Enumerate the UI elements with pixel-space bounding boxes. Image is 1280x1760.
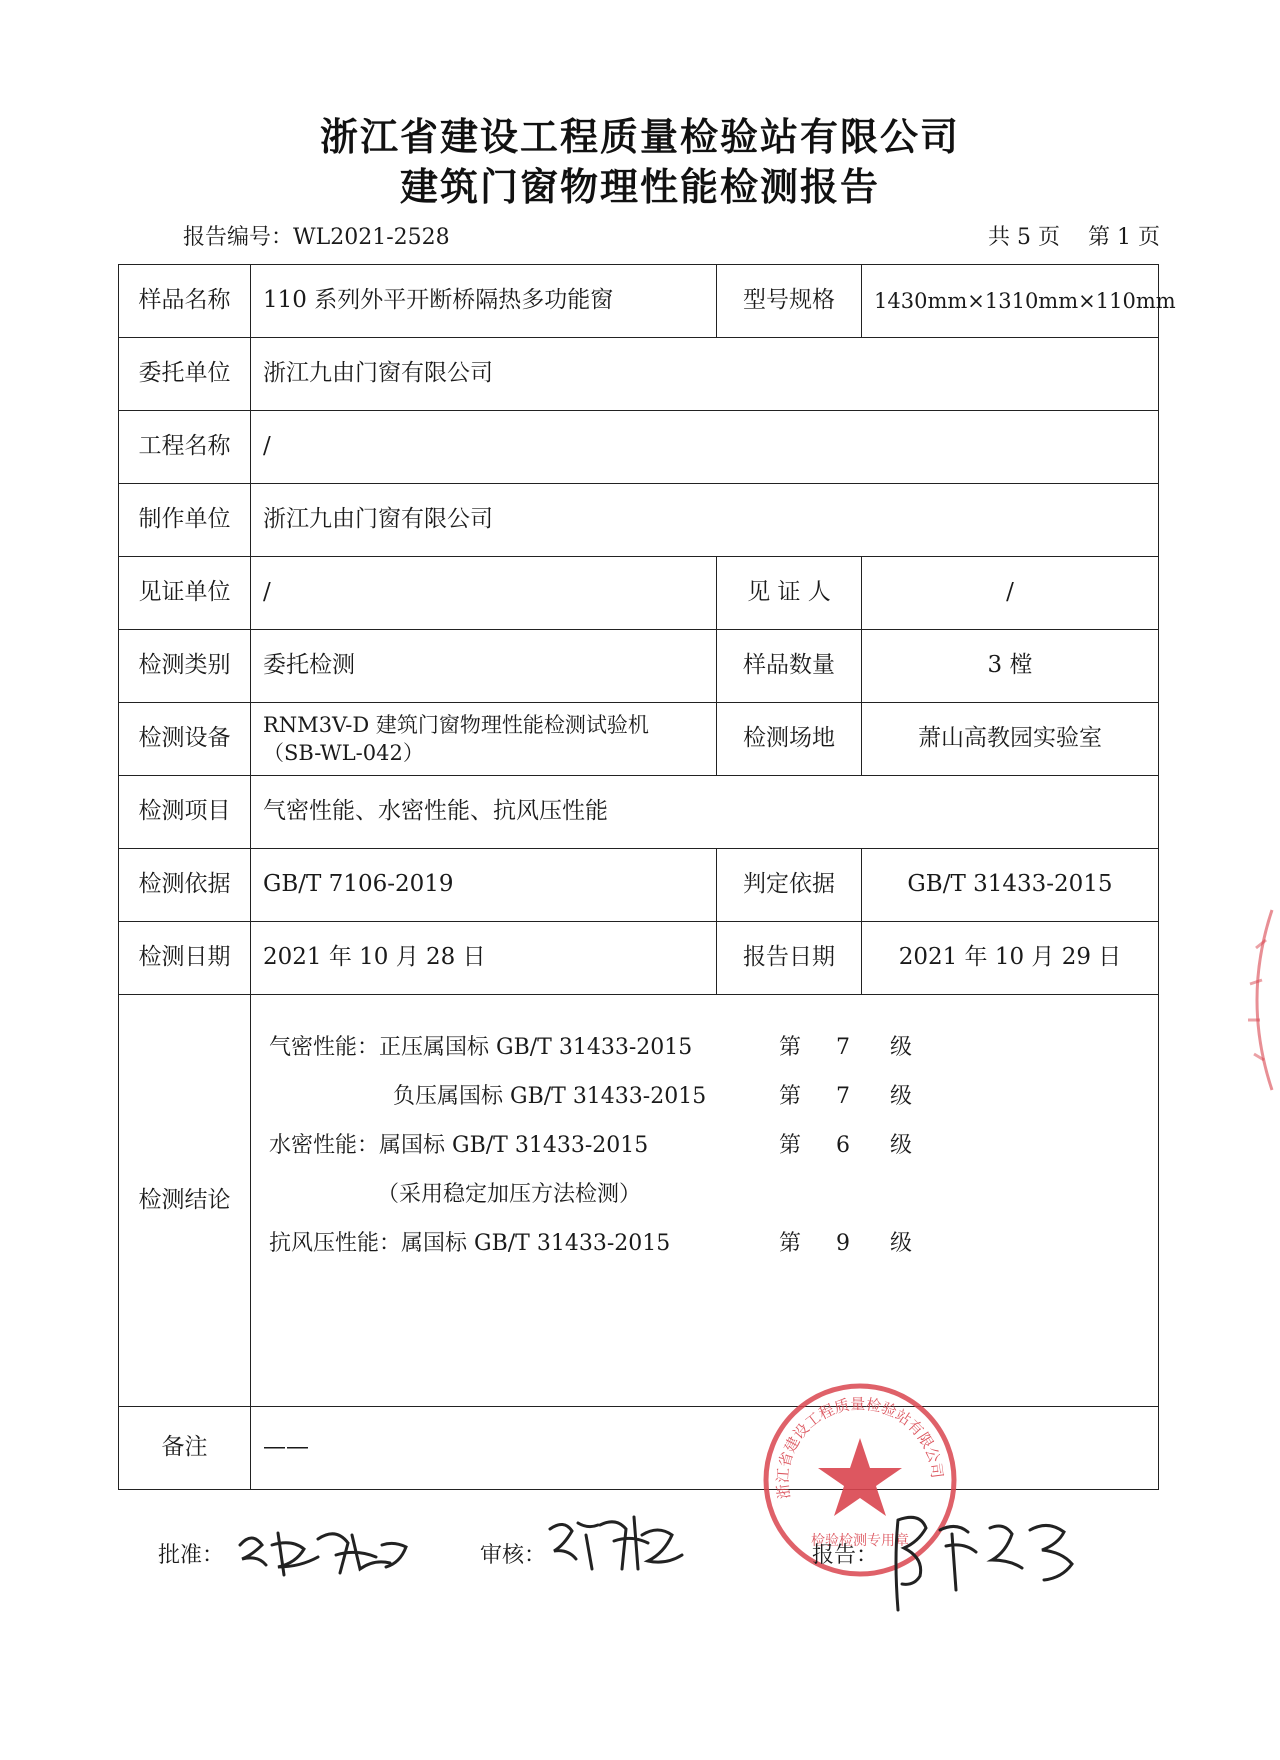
edge-seal-fragment <box>1236 900 1276 1100</box>
value-model-spec: 1430mm×1310mm×110mm <box>862 265 1159 338</box>
label-test-basis: 检测依据 <box>119 849 251 922</box>
label-manufacturer: 制作单位 <box>119 484 251 557</box>
label-sample-name: 样品名称 <box>119 265 251 338</box>
label-witness-unit: 见证单位 <box>119 557 251 630</box>
equipment-line-2: （SB-WL-042） <box>263 741 424 765</box>
label-conclusion: 检测结论 <box>119 995 251 1407</box>
label-equipment: 检测设备 <box>119 703 251 776</box>
watertight-label: 水密性能： <box>269 1133 380 1158</box>
row-equipment <box>119 703 1159 776</box>
value-judge-basis: GB/T 31433-2015 <box>862 849 1159 922</box>
row-project <box>119 411 1159 484</box>
report-number-label: 报告编号： <box>183 225 294 250</box>
value-report-date: 2021 年 10 月 29 日 <box>862 922 1159 995</box>
grade-prefix: 第 <box>779 1035 802 1060</box>
seal-text: 浙江省建设工程质量检验站有限公司 <box>773 1394 947 1501</box>
row-test-items <box>119 776 1159 849</box>
grade-suffix: 级 <box>890 1133 913 1158</box>
grade-suffix: 级 <box>890 1231 913 1256</box>
airtight-negative-grade: 7 <box>836 1084 850 1109</box>
wind-grade: 9 <box>836 1231 850 1256</box>
airtight-positive-grade: 7 <box>836 1035 850 1060</box>
page-count <box>978 220 1160 251</box>
reviewer-signature <box>542 1505 692 1580</box>
conclusion-body <box>251 995 1158 1403</box>
wind-line <box>269 1229 670 1259</box>
airtight-positive-line <box>269 1033 692 1063</box>
value-test-date: 2021 年 10 月 28 日 <box>251 922 717 995</box>
value-remarks: —— <box>251 1407 1159 1490</box>
label-test-site: 检测场地 <box>717 703 862 776</box>
value-client: 浙江九由门窗有限公司 <box>251 338 1159 411</box>
label-model-spec: 型号规格 <box>717 265 862 338</box>
current-page: 第 1 页 <box>1088 225 1160 250</box>
row-sample-name <box>119 265 1159 338</box>
value-test-basis: GB/T 7106-2019 <box>251 849 717 922</box>
grade-prefix: 第 <box>779 1084 802 1109</box>
wind-label: 抗风压性能： <box>269 1231 402 1256</box>
grade-suffix: 级 <box>890 1084 913 1109</box>
grade-prefix: 第 <box>779 1231 802 1256</box>
watertight-grade: 6 <box>836 1133 850 1158</box>
value-witness-unit: / <box>251 557 717 630</box>
value-test-type: 委托检测 <box>251 630 717 703</box>
report-title: 建筑门窗物理性能检测报告 <box>399 165 880 209</box>
value-test-site: 萧山高教园实验室 <box>862 703 1159 776</box>
airtight-label: 气密性能： <box>269 1035 380 1060</box>
review-label: 审核： <box>480 1543 547 1568</box>
label-remarks: 备注 <box>119 1407 251 1490</box>
report-number <box>183 220 450 251</box>
label-report-date: 报告日期 <box>717 922 862 995</box>
approver-signature <box>232 1515 422 1585</box>
value-conclusion <box>251 995 1159 1407</box>
approve-label: 批准： <box>158 1543 225 1568</box>
company-name: 浙江省建设工程质量检验站有限公司 <box>319 115 960 159</box>
value-manufacturer: 浙江九由门窗有限公司 <box>251 484 1159 557</box>
equipment-line-1: RNM3V-D 建筑门窗物理性能检测试验机 <box>263 712 649 737</box>
label-client: 委托单位 <box>119 338 251 411</box>
label-witness: 见 证 人 <box>717 557 862 630</box>
row-dates <box>119 922 1159 995</box>
seal-bottom-text: 检验检测专用章 <box>811 1533 909 1549</box>
grade-suffix: 级 <box>890 1035 913 1060</box>
grade-prefix: 第 <box>779 1133 802 1158</box>
report-table <box>118 264 1176 1490</box>
label-judge-basis: 判定依据 <box>717 849 862 922</box>
label-test-date: 检测日期 <box>119 922 251 995</box>
total-pages: 共 5 页 <box>988 225 1061 250</box>
label-project: 工程名称 <box>119 411 251 484</box>
row-manufacturer <box>119 484 1159 557</box>
label-sample-qty: 样品数量 <box>717 630 862 703</box>
wind-value: 属国标 GB/T 31433-2015 <box>401 1231 671 1256</box>
row-test-type <box>119 630 1159 703</box>
watertight-value: 属国标 GB/T 31433-2015 <box>379 1133 649 1158</box>
value-sample-qty: 3 樘 <box>862 630 1159 703</box>
row-client <box>119 338 1159 411</box>
report-label: 报告： <box>812 1543 879 1568</box>
airtight-positive: 正压属国标 GB/T 31433-2015 <box>379 1035 693 1060</box>
value-sample-name: 110 系列外平开断桥隔热多功能窗 <box>251 265 717 338</box>
label-test-items: 检测项目 <box>119 776 251 849</box>
reporter-signature <box>880 1500 1100 1630</box>
label-test-type: 检测类别 <box>119 630 251 703</box>
row-witness <box>119 557 1159 630</box>
value-equipment <box>251 703 717 776</box>
watertight-method: （采用稳定加压方法检测） <box>377 1182 642 1207</box>
value-witness: / <box>862 557 1159 630</box>
value-project: / <box>251 411 1159 484</box>
watertight-line <box>269 1131 648 1161</box>
report-number-value: WL2021-2528 <box>293 225 450 250</box>
row-remarks <box>119 1407 1159 1490</box>
value-test-items: 气密性能、水密性能、抗风压性能 <box>251 776 1159 849</box>
row-conclusion <box>119 995 1159 1407</box>
airtight-negative: 负压属国标 GB/T 31433-2015 <box>393 1084 707 1109</box>
row-basis <box>119 849 1159 922</box>
